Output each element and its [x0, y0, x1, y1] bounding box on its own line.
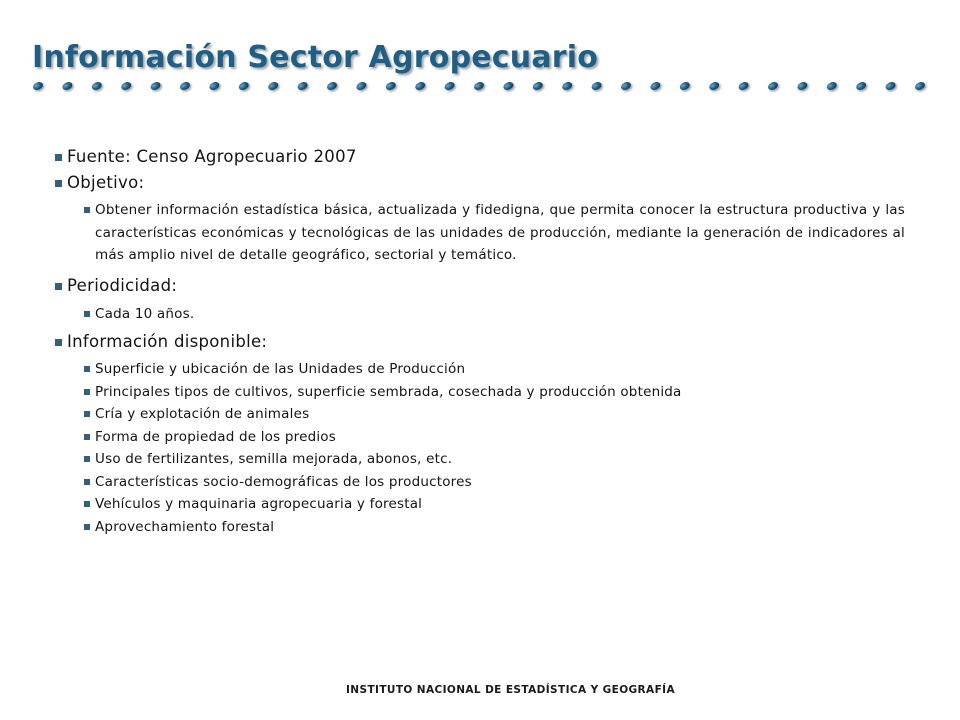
list-item [55, 358, 905, 381]
decorative-dot [502, 81, 514, 92]
fuente-label: Fuente: Censo Agropecuario 2007 [67, 147, 357, 166]
decorative-dot [61, 81, 73, 92]
list-item [55, 516, 905, 539]
list-item-text: Forma de propiedad de los predios [95, 428, 336, 445]
decorative-dot [561, 81, 573, 92]
decorative-dot [179, 81, 191, 92]
decorative-dot [238, 81, 250, 92]
square-bullet-icon [84, 389, 90, 395]
decorative-dot [443, 81, 455, 92]
list-item-text: Aprovechamiento forestal [95, 518, 275, 535]
list-item [55, 381, 905, 404]
bullet-periodicidad [55, 275, 905, 296]
square-bullet-icon [55, 154, 62, 161]
list-item-text: Características socio-demográficas de los productores [95, 473, 472, 490]
decorative-dot [91, 81, 103, 92]
square-bullet-icon [55, 339, 62, 346]
square-bullet-icon [84, 501, 90, 507]
decorative-dot [473, 81, 485, 92]
decorative-dot [826, 81, 838, 92]
decorative-dot [620, 81, 632, 92]
objetivo-label: Objetivo: [67, 173, 145, 192]
list-item [55, 471, 905, 494]
list-item [55, 493, 905, 516]
decorative-dot [532, 81, 544, 92]
decorative-dot-rule [0, 70, 960, 100]
decorative-dot [737, 81, 749, 92]
decorative-dot [267, 81, 279, 92]
square-bullet-icon [84, 311, 90, 317]
periodicidad-item [55, 303, 905, 326]
decorative-dot [355, 81, 367, 92]
decorative-dot [149, 81, 161, 92]
square-bullet-icon [84, 411, 90, 417]
list-item-text: Cría y explotación de animales [95, 406, 310, 422]
list-item-text: Principales tipos de cultivos, superficie sembrada, cosechada y producción obtenida [95, 383, 682, 400]
decorative-dot [914, 81, 926, 92]
square-bullet-icon [84, 456, 90, 462]
decorative-dot [649, 81, 661, 92]
objetivo-item [55, 199, 905, 267]
square-bullet-icon [84, 479, 90, 485]
section-periodicidad [55, 275, 905, 326]
periodicidad-label: Periodicidad: [67, 275, 178, 295]
informacion-label: Información disponible: [67, 332, 268, 351]
informacion-list [55, 358, 905, 538]
decorative-dot [296, 81, 308, 92]
decorative-dot [590, 81, 602, 92]
objetivo-text: Obtener información estadística básica, actualizada y fidedigna, que permita conocer la estructura productiva y las características económicas y tecnológicas de las unidades de producción, mediante la generación de indicadores al más amplio nivel de detalle geográfico, sectorial y temático. [95, 202, 905, 263]
decorative-dot [796, 81, 808, 92]
decorative-dot [385, 81, 397, 92]
content-area [55, 146, 905, 538]
square-bullet-icon [55, 283, 62, 290]
list-item [55, 403, 905, 426]
list-item [55, 448, 905, 471]
decorative-dot [679, 81, 691, 92]
section-objetivo [55, 172, 905, 267]
list-item-text: Superficie y ubicación de las Unidades de Producción [95, 361, 466, 377]
decorative-dot [855, 81, 867, 92]
decorative-dot [708, 81, 720, 92]
periodicidad-text: Cada 10 años. [95, 305, 195, 322]
list-item-text: Uso de fertilizantes, semilla mejorada, abonos, etc. [95, 451, 453, 467]
decorative-dot [120, 81, 132, 92]
decorative-dot [326, 81, 338, 92]
section-informacion [55, 331, 905, 538]
bullet-fuente [55, 146, 905, 167]
square-bullet-icon [55, 180, 62, 187]
decorative-dot [884, 81, 896, 92]
square-bullet-icon [84, 434, 90, 440]
square-bullet-icon [84, 524, 90, 530]
bullet-informacion [55, 331, 905, 352]
list-item [55, 426, 905, 449]
page-title: Información Sector Agropecuario [32, 40, 599, 75]
decorative-dot [208, 81, 220, 92]
decorative-dot [767, 81, 779, 92]
square-bullet-icon [84, 207, 90, 213]
decorative-dot [414, 81, 426, 92]
bullet-objetivo [55, 172, 905, 193]
footer-institution: INSTITUTO NACIONAL DE ESTADÍSTICA Y GEOGRAFÍA [346, 684, 675, 696]
list-item-text: Vehículos y maquinaria agropecuaria y forestal [95, 496, 423, 512]
square-bullet-icon [84, 366, 90, 372]
decorative-dot [32, 81, 44, 92]
